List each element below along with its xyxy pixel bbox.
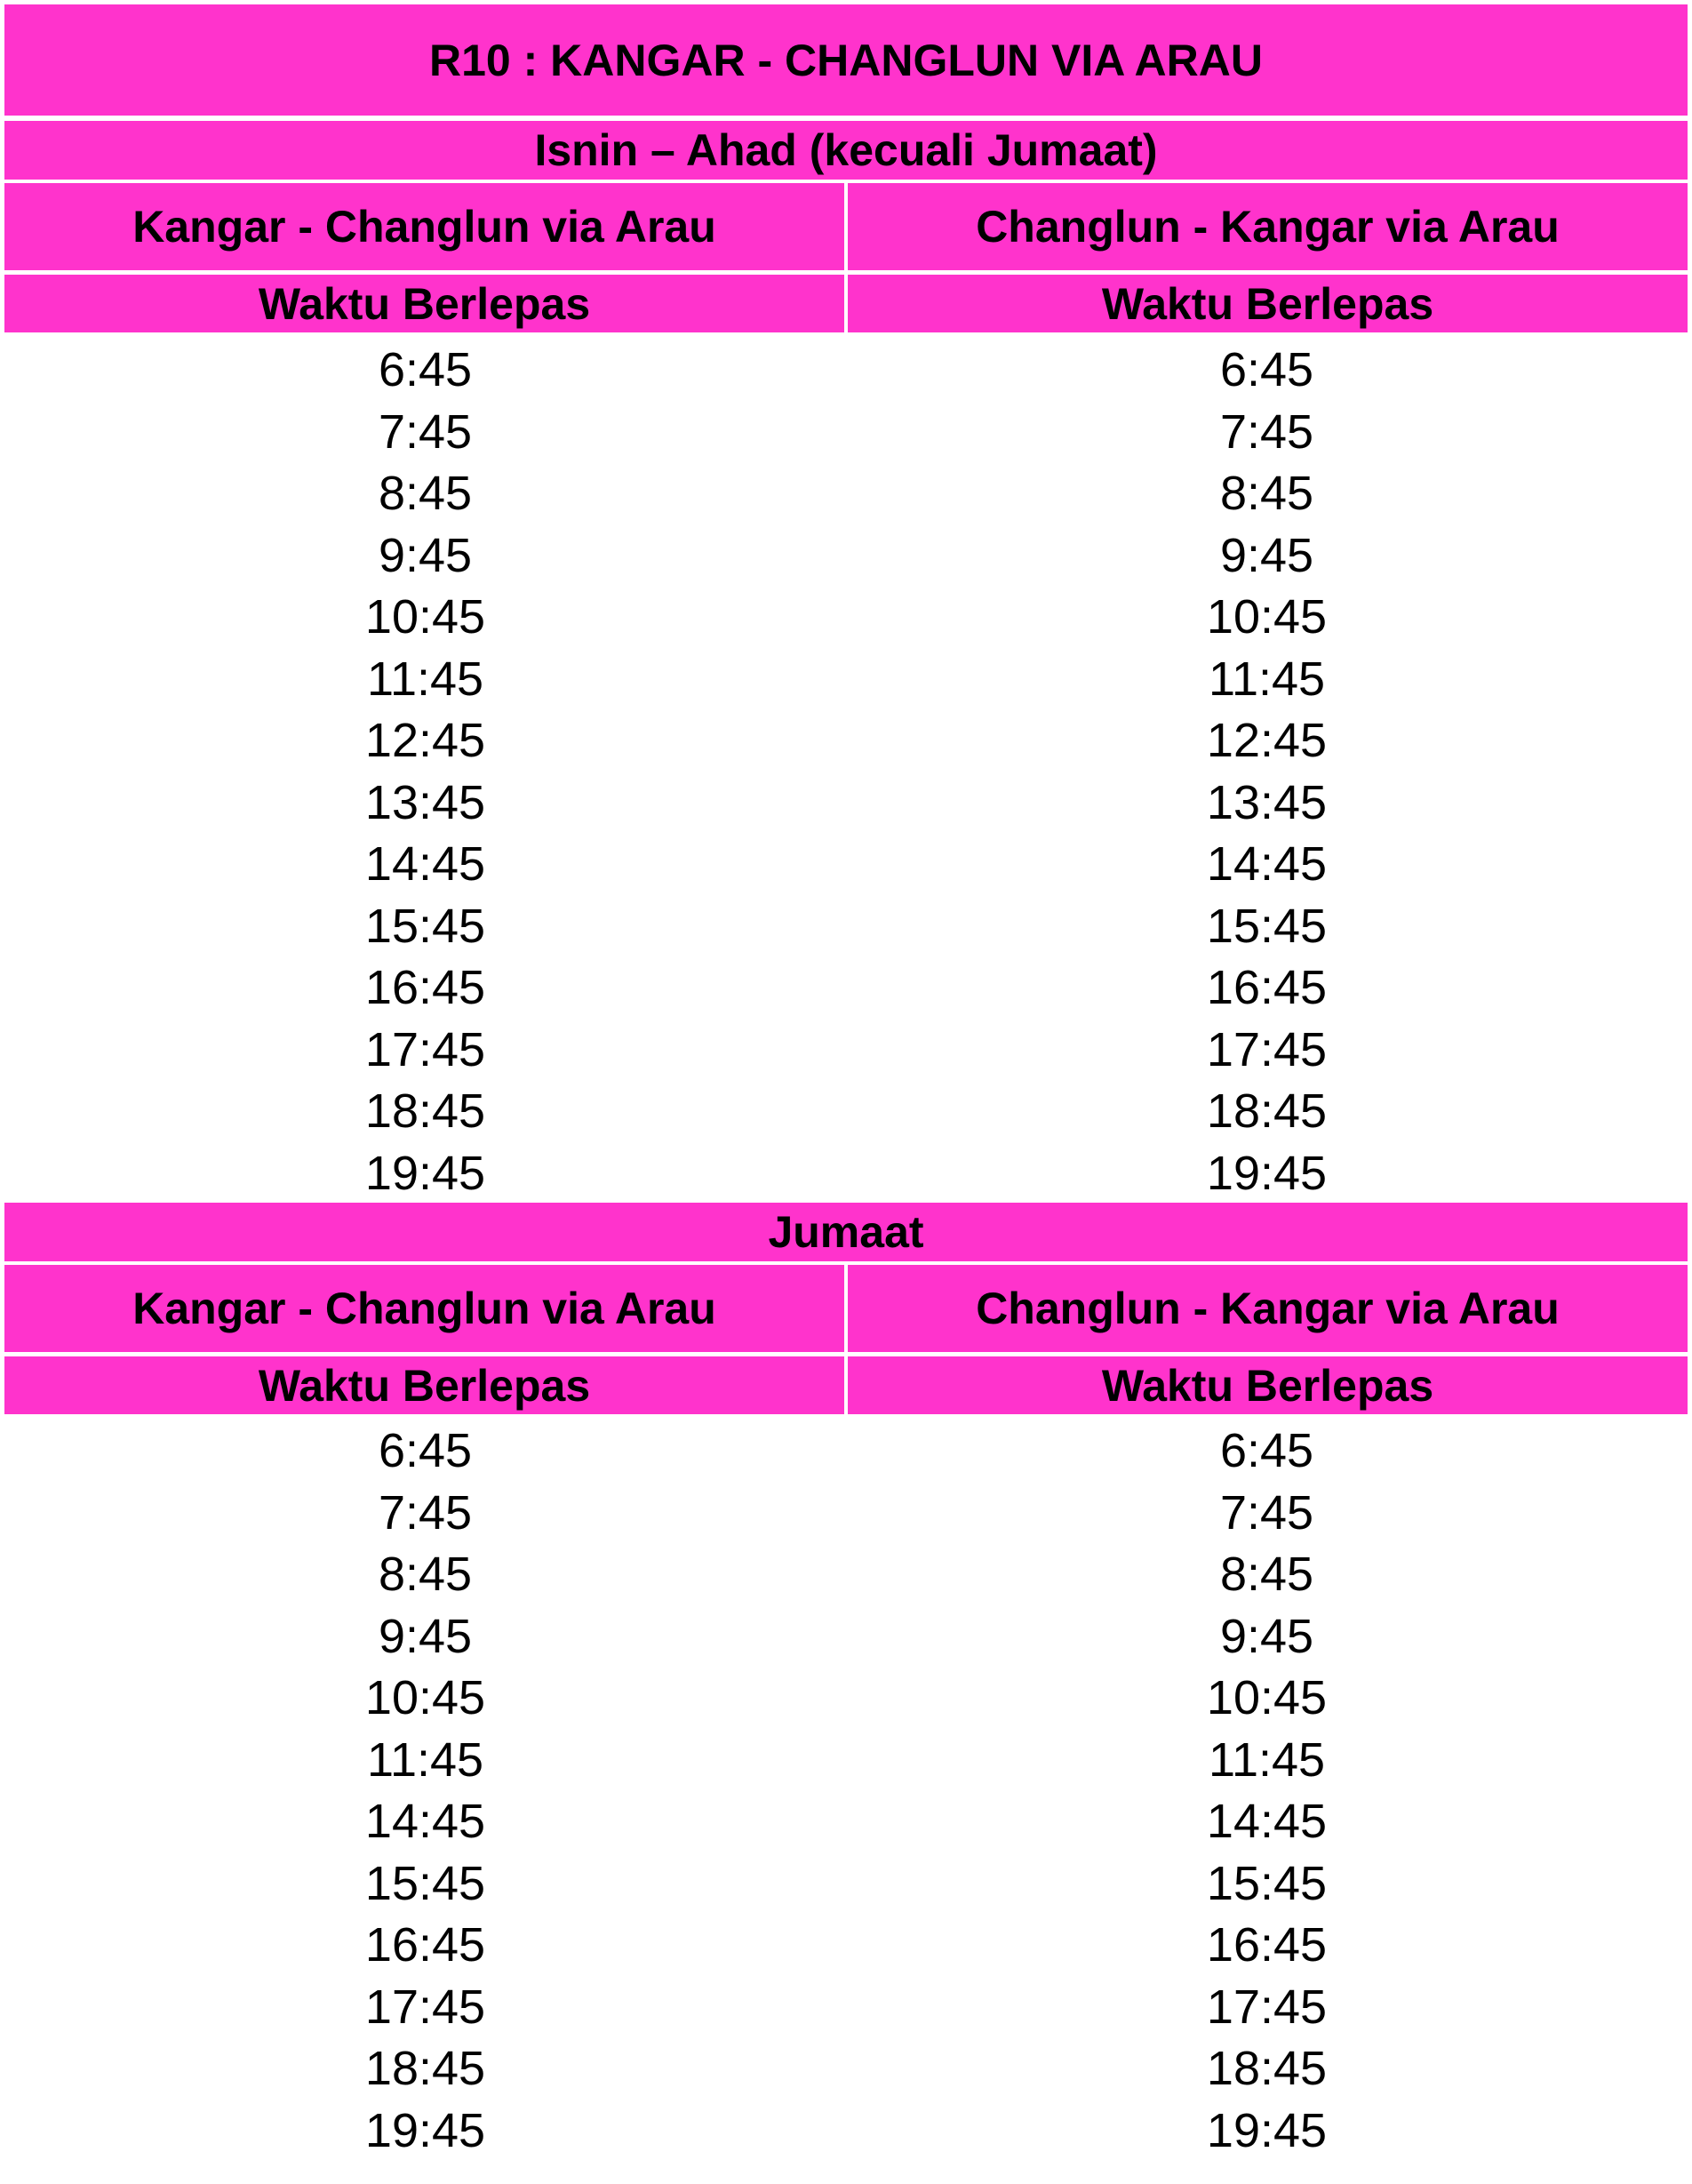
direction-header: Changlun - Kangar via Arau	[848, 1265, 1688, 1352]
departure-time: 10:45	[1206, 590, 1328, 644]
direction-header: Kangar - Changlun via Arau	[4, 183, 844, 270]
departure-time: 19:45	[1206, 2103, 1328, 2157]
direction-header-row	[4, 1265, 1688, 1352]
departure-time: 18:45	[364, 1084, 486, 1138]
departure-time: 15:45	[1206, 899, 1328, 953]
times-column	[4, 340, 846, 1204]
departure-time: 8:45	[378, 1548, 473, 1601]
departure-time: 15:45	[1206, 1856, 1328, 1910]
departure-time: 19:45	[1206, 1146, 1328, 1200]
direction-header-row	[4, 183, 1688, 270]
departure-time: 6:45	[378, 343, 473, 396]
departure-time: 11:45	[1208, 1732, 1326, 1787]
departure-time: 7:45	[378, 404, 473, 459]
departure-time-header: Waktu Berlepas	[4, 1356, 844, 1414]
departure-time: 16:45	[364, 1918, 486, 1972]
departure-time: 7:45	[378, 1485, 473, 1540]
section-days-header: Jumaat	[4, 1203, 1688, 1261]
departure-time: 7:45	[1219, 404, 1314, 459]
departure-time-header: Waktu Berlepas	[848, 275, 1688, 332]
departure-time: 9:45	[1219, 528, 1314, 582]
departure-time: 19:45	[364, 1146, 486, 1200]
direction-header: Kangar - Changlun via Arau	[4, 1265, 844, 1352]
departure-time: 17:45	[1206, 1022, 1328, 1076]
departure-time: 18:45	[364, 2042, 486, 2095]
departure-time: 15:45	[364, 1856, 486, 1910]
subheader-row	[4, 275, 1688, 332]
departure-time: 8:45	[378, 467, 473, 520]
departure-time: 6:45	[378, 1424, 473, 1477]
times-column	[846, 1420, 1688, 2162]
departure-time: 9:45	[378, 1609, 473, 1663]
departure-time: 17:45	[364, 1022, 486, 1076]
departure-time: 16:45	[364, 961, 486, 1014]
departure-time: 19:45	[364, 2103, 486, 2157]
departure-time: 7:45	[1219, 1485, 1314, 1540]
departure-time: 8:45	[1219, 1548, 1314, 1601]
departure-time: 13:45	[1206, 775, 1328, 829]
departure-time-header: Waktu Berlepas	[848, 1356, 1688, 1414]
departure-time: 17:45	[364, 1980, 486, 2034]
departure-time: 10:45	[364, 590, 486, 644]
subheader-row	[4, 1356, 1688, 1414]
departure-time-header: Waktu Berlepas	[4, 275, 844, 332]
departure-time: 12:45	[364, 714, 486, 767]
departure-time: 14:45	[364, 837, 486, 891]
departure-time: 13:45	[364, 775, 486, 829]
departure-time: 14:45	[1206, 1795, 1328, 1848]
departure-time: 16:45	[1206, 961, 1328, 1014]
departure-time: 6:45	[1219, 1424, 1314, 1477]
times-table	[4, 340, 1688, 1204]
departure-time: 14:45	[364, 1795, 486, 1848]
times-column	[846, 340, 1688, 1204]
times-column	[4, 1420, 846, 2162]
departure-time: 11:45	[366, 652, 484, 706]
direction-header: Changlun - Kangar via Arau	[848, 183, 1688, 270]
departure-time: 10:45	[364, 1671, 486, 1724]
departure-time: 6:45	[1219, 343, 1314, 396]
departure-time: 14:45	[1206, 837, 1328, 891]
departure-time: 16:45	[1206, 1918, 1328, 1972]
route-title: R10 : KANGAR - CHANGLUN VIA ARAU	[4, 4, 1688, 116]
departure-time: 12:45	[1206, 714, 1328, 767]
section-days-header: Isnin – Ahad (kecuali Jumaat)	[4, 121, 1688, 180]
departure-time: 18:45	[1206, 1084, 1328, 1138]
departure-time: 10:45	[1206, 1671, 1328, 1724]
departure-time: 8:45	[1219, 467, 1314, 520]
departure-time: 15:45	[364, 899, 486, 953]
departure-time: 17:45	[1206, 1980, 1328, 2034]
departure-time: 18:45	[1206, 2042, 1328, 2095]
departure-time: 9:45	[1219, 1609, 1314, 1663]
departure-time: 11:45	[366, 1732, 484, 1787]
departure-time: 9:45	[378, 528, 473, 582]
departure-time: 11:45	[1208, 652, 1326, 706]
times-table	[4, 1420, 1688, 2162]
